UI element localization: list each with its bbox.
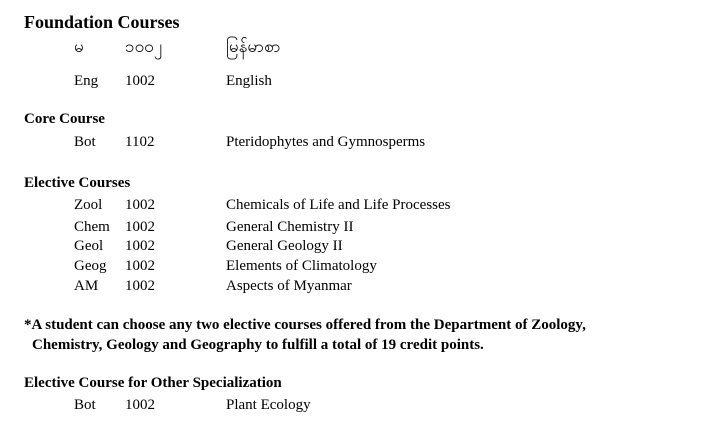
- course-number: 1102: [125, 134, 155, 150]
- course-title: Aspects of Myanmar: [226, 278, 352, 294]
- foundation-courses-heading: Foundation Courses: [24, 12, 180, 32]
- course-number: 1002: [125, 278, 155, 294]
- course-number: 1002: [125, 197, 155, 213]
- course-row-geog: [0, 256, 717, 276]
- course-title: General Chemistry II: [226, 219, 354, 235]
- course-row-am: [0, 276, 717, 296]
- elective-note: [24, 315, 704, 355]
- note-line-1: *A student can choose any two elective courses offered from the Department of Zoology,: [24, 317, 586, 333]
- elective-courses-heading: Elective Courses: [24, 175, 131, 191]
- course-row-english: [0, 71, 717, 91]
- course-title: Pteridophytes and Gymnosperms: [226, 134, 426, 150]
- course-number: 1002: [125, 73, 155, 89]
- course-row-chem: [0, 217, 717, 237]
- course-number: 1002: [125, 219, 155, 235]
- course-code: မ: [74, 37, 84, 57]
- course-title: Plant Ecology: [226, 397, 311, 413]
- course-row-zool: [0, 195, 717, 215]
- course-number: 1002: [125, 238, 155, 254]
- course-code: AM: [74, 278, 99, 294]
- other-specialization-heading: Elective Course for Other Specialization: [24, 375, 282, 391]
- course-number: 1002: [125, 258, 155, 274]
- course-code: Geog: [74, 258, 107, 274]
- course-title: English: [226, 73, 272, 89]
- course-row-geol: [0, 236, 717, 256]
- course-title: မြန်မာစာ: [226, 37, 281, 57]
- course-code: Bot: [74, 134, 96, 150]
- course-row-bot-1102: [0, 132, 717, 152]
- course-code: Eng: [74, 73, 99, 89]
- course-code: Bot: [74, 397, 96, 413]
- course-title: Elements of Climatology: [226, 258, 377, 274]
- course-title: Chemicals of Life and Life Processes: [226, 197, 451, 213]
- course-code: Chem: [74, 219, 110, 235]
- course-code: Zool: [74, 197, 103, 213]
- course-number: 1002: [125, 397, 155, 413]
- note-line-2: Chemistry, Geology and Geography to fulfill a total of 19 credit points.: [32, 337, 484, 353]
- course-number: ၁၀၀၂: [125, 37, 163, 57]
- core-course-heading: Core Course: [24, 111, 105, 127]
- course-title: General Geology II: [226, 238, 343, 254]
- course-code: Geol: [74, 238, 104, 254]
- course-row-bot-1002: [0, 395, 717, 415]
- course-row-myanmar: [0, 37, 717, 57]
